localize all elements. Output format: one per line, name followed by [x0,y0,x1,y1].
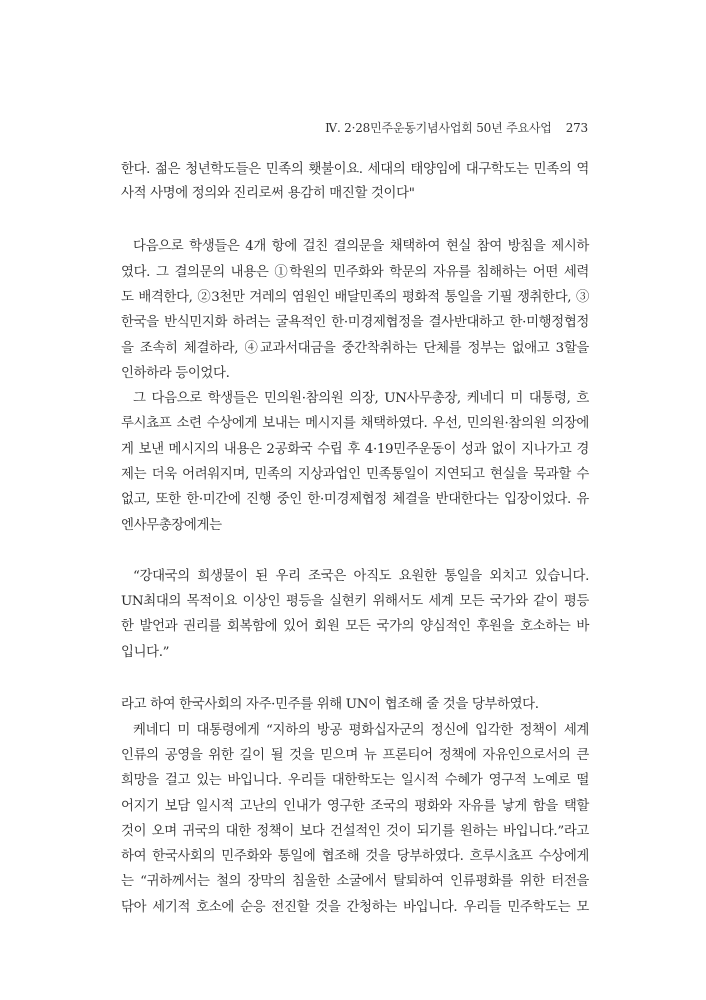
running-header [325,119,588,136]
body-line: 제는 더욱 어려워지며, 민족의 지상과업인 민족통일이 지연되고 현실을 묵과할 수 [121,467,589,482]
quote-line: 입니다.” [121,645,170,660]
body-line: 사적 사명에 정의와 진리로써 용감히 매진할 것이다" [121,186,415,201]
section-title: Ⅳ. 2·28민주운동기념사업회 50년 주요사업 [325,121,552,135]
quote-line: “강대국의 희생물이 된 우리 조국은 아직도 요원한 통일을 외치고 있습니다. [133,569,589,584]
body-line: 인류의 공영을 위한 길이 될 것을 믿으며 뉴 프론티어 정책에 자유인으로서의 큰 [121,748,589,763]
quote-line: UN최대의 목적이요 이상인 평등을 실현키 위해서도 세계 모든 국가와 같이 평등 [121,594,589,609]
page-number: 273 [565,121,588,135]
body-line: 인하하라 등이었다. [121,366,230,381]
body-line: 는 “귀하께서는 철의 장막의 침울한 소굴에서 탈퇴하여 인류평화를 위한 터전을 [121,874,589,889]
body-line: 루시쵸프 소련 수상에게 보내는 메시지를 채택하였다. 우선, 민의원·참의원 의장에 [121,416,589,431]
body-line: 닦아 세기적 호소에 순응 전진할 것을 간청하는 바입니다. 우리들 민주학도는 모 [121,900,589,915]
body-line: 케네디 미 대통령에게 “지하의 방공 평화십자군의 정신에 입각한 정책이 세계 [133,723,589,738]
body-line: 도 배격한다, ②3천만 겨레의 염원인 배달민족의 평화적 통일을 기필 쟁취한다, ③ [121,290,589,305]
body-line: 희망을 걸고 있는 바입니다. 우리들 대한학도는 일시적 수혜가 영구적 노예로 떨 [121,773,589,788]
body-line: 게 보낸 메시지의 내용은 2공화국 수립 후 4·19민주운동이 성과 없이 지나가고 경 [121,442,589,457]
body-line: 없고, 또한 한·미간에 진행 중인 한·미경제협정 체결을 반대한다는 입장이었다. 유 [121,492,589,507]
body-line: 한국을 반식민지화 하려는 굴욕적인 한·미경제협정을 결사반대하고 한·미행정협정 [121,315,589,330]
body-line: 였다. 그 결의문의 내용은 ①학원의 민주화와 학문의 자유를 침해하는 어떤 세력 [121,265,589,280]
body-line: 하여 한국사회의 민주화와 통일에 협조해 것을 당부하였다. 흐루시쵸프 수상에게 [121,849,589,864]
body-line: 라고 하여 한국사회의 자주·민주를 위해 UN이 협조해 줄 것을 당부하였다. [121,697,539,712]
body-line: 엔사무총장에게는 [121,518,222,533]
quote-line: 한 발언과 권리를 회복함에 있어 회원 모든 국가의 양심적인 후원을 호소하는 바 [121,619,589,634]
body-line: 그 다음으로 학생들은 민의원·참의원 의장, UN사무총장, 케네디 미 대통령, 흐 [133,391,589,406]
body-line: 을 조속히 체결하라, ④교과서대금을 중간착취하는 단체를 정부는 없애고 3할을 [121,341,589,356]
body-line: 것이 오며 귀국의 대한 정책이 보다 건설적인 것이 되기를 원하는 바입니다.”라고 [121,824,589,839]
body-line: 어지기 보담 일시적 고난의 인내가 영구한 조국의 평화와 자유를 낳게 함을 택할 [121,799,589,814]
body-line: 한다. 젊은 청년학도들은 민족의 횃불이요. 세대의 태양임에 대구학도는 민족의 역 [121,162,589,177]
body-line: 다음으로 학생들은 4개 항에 걸친 결의문을 채택하여 현실 참여 방침을 제시하 [133,239,589,254]
